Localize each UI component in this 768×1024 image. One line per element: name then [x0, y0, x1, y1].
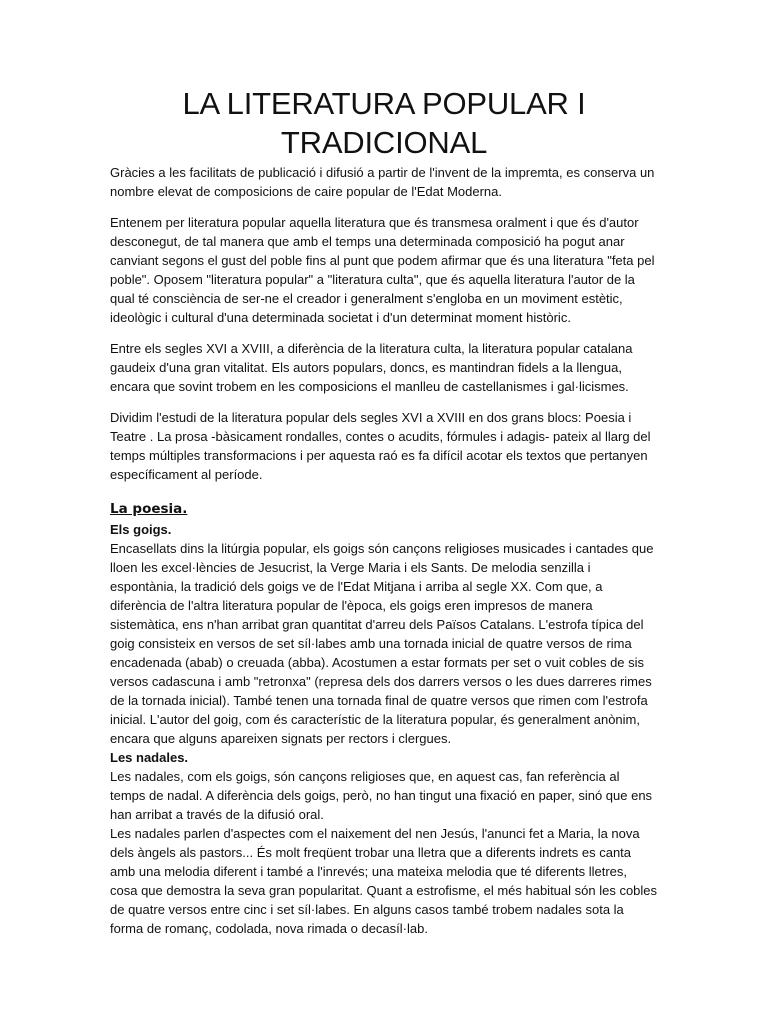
page-title: LA LITERATURA POPULAR I TRADICIONAL	[182, 86, 586, 160]
section-heading-poesia: La poesia.	[110, 501, 188, 517]
paragraph-nadales-2: Les nadales parlen d'aspectes com el naixement del nen Jesús, l'anunci fet a Maria, la nova dels àngels als pastors... És molt freqüent trobar una lletra que a diferents indrets es canta amb una melodia diferent i també a l'inrevés; una mateixa melodia que té diferents lletres, cosa que demostra la seva gran popularitat. Quant a estrofisme, el més habitual són les cobles de quatre versos entre cinc i set síl·labes. En alguns casos també trobem nadales sota la forma de romanç, codolada, nova rimada o decasíl·lab.	[110, 826, 658, 936]
paragraph-vitality: Entre els segles XVI a XVIII, a diferència de la literatura culta, la literatura popular catalana gaudeix d'una gran vitalitat. Els autors populars, doncs, es mantindran fidels a la llengua, encara que sovint trobem en les composicions el manlleu de castellanismes i gal·licismes.	[110, 341, 633, 394]
paragraph-goigs: Encasellats dins la litúrgia popular, els goigs són cançons religioses musicades i cantades que lloen les excel·lències de Jesucrist, la Verge Maria i els Sants. De melodia senzilla i espontània, la tradició dels goigs ve de l'Edat Mitjana i arriba al segle XX. Com que, a diferència de l'altra literatura popular de l'època, els goigs eren impresos de manera sistemàtica, ens n'han arribat gran quantitat d'arreu dels Països Catalans. L'estrofa típica del goig consisteix en versos de set síl·labes amb una tornada inicial de quatre versos de rima encadenada (abab) o creuada (abba). Acostumen a estar formats per set o vuit cobles de sis versos cadascuna i amb "retronxa" (represa dels dos darrers versos o les dues darreres rimes de la tornada inicial). També tenen una tornada final de quatre versos que rimen com l'estrofa inicial. L'autor del goig, com és característic de la literatura popular, és generalment anònim, encara que alguns apareixen signats per rectors i clergues.	[110, 541, 654, 746]
document-page	[110, 84, 658, 938]
subheading-nadales: Les nadales.	[110, 750, 189, 765]
section-poesia	[110, 500, 658, 938]
subheading-goigs: Els goigs.	[110, 522, 172, 537]
paragraph-definition: Entenem per literatura popular aquella literatura que és transmesa oralment i que és d'autor desconegut, de tal manera que amb el temps una determinada composició ha pogut anar canviant segons el gust del poble fins al punt que podem afirmar que és una literatura "feta pel poble". Oposem "literatura popular" a "literatura culta", que és aquella literatura l'autor de la qual té consciència de ser-ne el creador i generalment s'engloba en un moviment estètic, ideològic i cultural d'una determinada societat i d'un determinat moment històric.	[110, 215, 655, 325]
paragraph-intro: Gràcies a les facilitats de publicació i difusió a partir de l'invent de la impremta, es conserva un nombre elevat de composicions de caire popular de l'Edat Moderna.	[110, 165, 655, 199]
paragraph-division: Dividim l'estudi de la literatura popular dels segles XVI a XVIII en dos grans blocs: Poesia i Teatre . La prosa -bàsicament rondalles, contes o acudits, fórmules i adagis- pateix al llarg del temps múltiples transformacions i per aquesta raó es fa difícil acotar els textos que pertanyen específicament al període.	[110, 410, 651, 482]
paragraph-nadales-1: Les nadales, com els goigs, són cançons religioses que, en aquest cas, fan referència al temps de nadal. A diferència dels goigs, però, no han tingut una fixació en paper, sinó que ens han arribat a través de la difusió oral.	[110, 769, 653, 822]
